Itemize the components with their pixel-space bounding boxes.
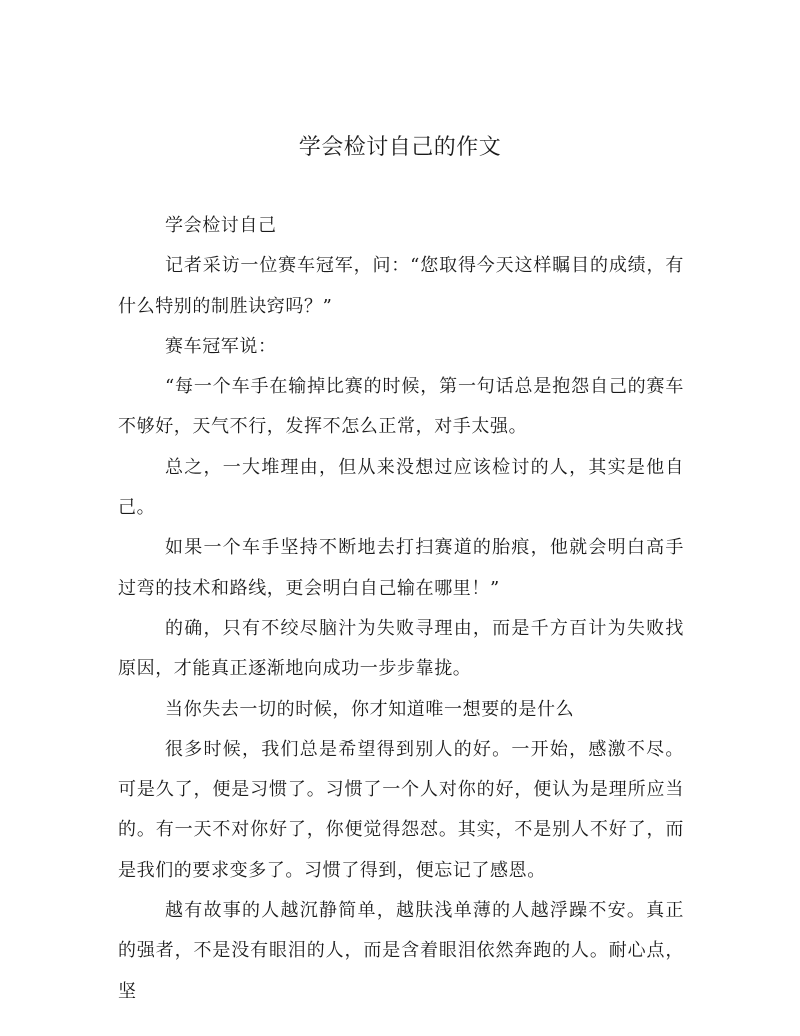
- document-title: 学会检讨自己的作文: [298, 135, 502, 160]
- paragraph: 越有故事的人越沉静简单，越肤浅单薄的人越浮躁不安。真正的强者，不是没有眼泪的人，而是含着眼泪依然奔跑的人。耐心点，坚: [118, 900, 684, 1002]
- paragraph: 赛车冠军说：: [165, 335, 277, 357]
- paragraph-subtitle: 学会检讨自己: [165, 215, 277, 236]
- paragraph: 记者采访一位赛车冠军，问：“您取得今天这样瞩目的成绩，有什么特别的制胜诀窍吗？”: [118, 255, 684, 317]
- paragraph: 当你失去一切的时候，你才知道唯一想要的是什么: [165, 698, 575, 720]
- paragraph: 的确，只有不绞尽脑汁为失败寻理由，而是千方百计为失败找原因，才能真正逐渐地向成功一步步靠拢。: [118, 617, 684, 680]
- paragraph: 很多时候，我们总是希望得到别人的好。一开始，感激不尽。可是久了，便是习惯了。习惯了一个人对你的好，便认为是理所应当的。有一天不对你好了，你便觉得怨怼。其实，不是别人不好了，而是我们的要求变多了。习惯了得到，便忘记了感恩。: [118, 738, 684, 881]
- paragraph: 总之，一大堆理由，但从来没想过应该检讨的人，其实是他自己。: [118, 456, 684, 519]
- paragraph: “每一个车手在输掉比赛的时候，第一句话总是抱怨自己的赛车不够好，天气不行，发挥不怎么正常，对手太强。: [118, 376, 684, 438]
- document-body: [118, 206, 684, 1012]
- paragraph: 如果一个车手坚持不断地去打扫赛道的胎痕，他就会明白高手过弯的技术和路线，更会明白自己输在哪里！”: [118, 537, 684, 599]
